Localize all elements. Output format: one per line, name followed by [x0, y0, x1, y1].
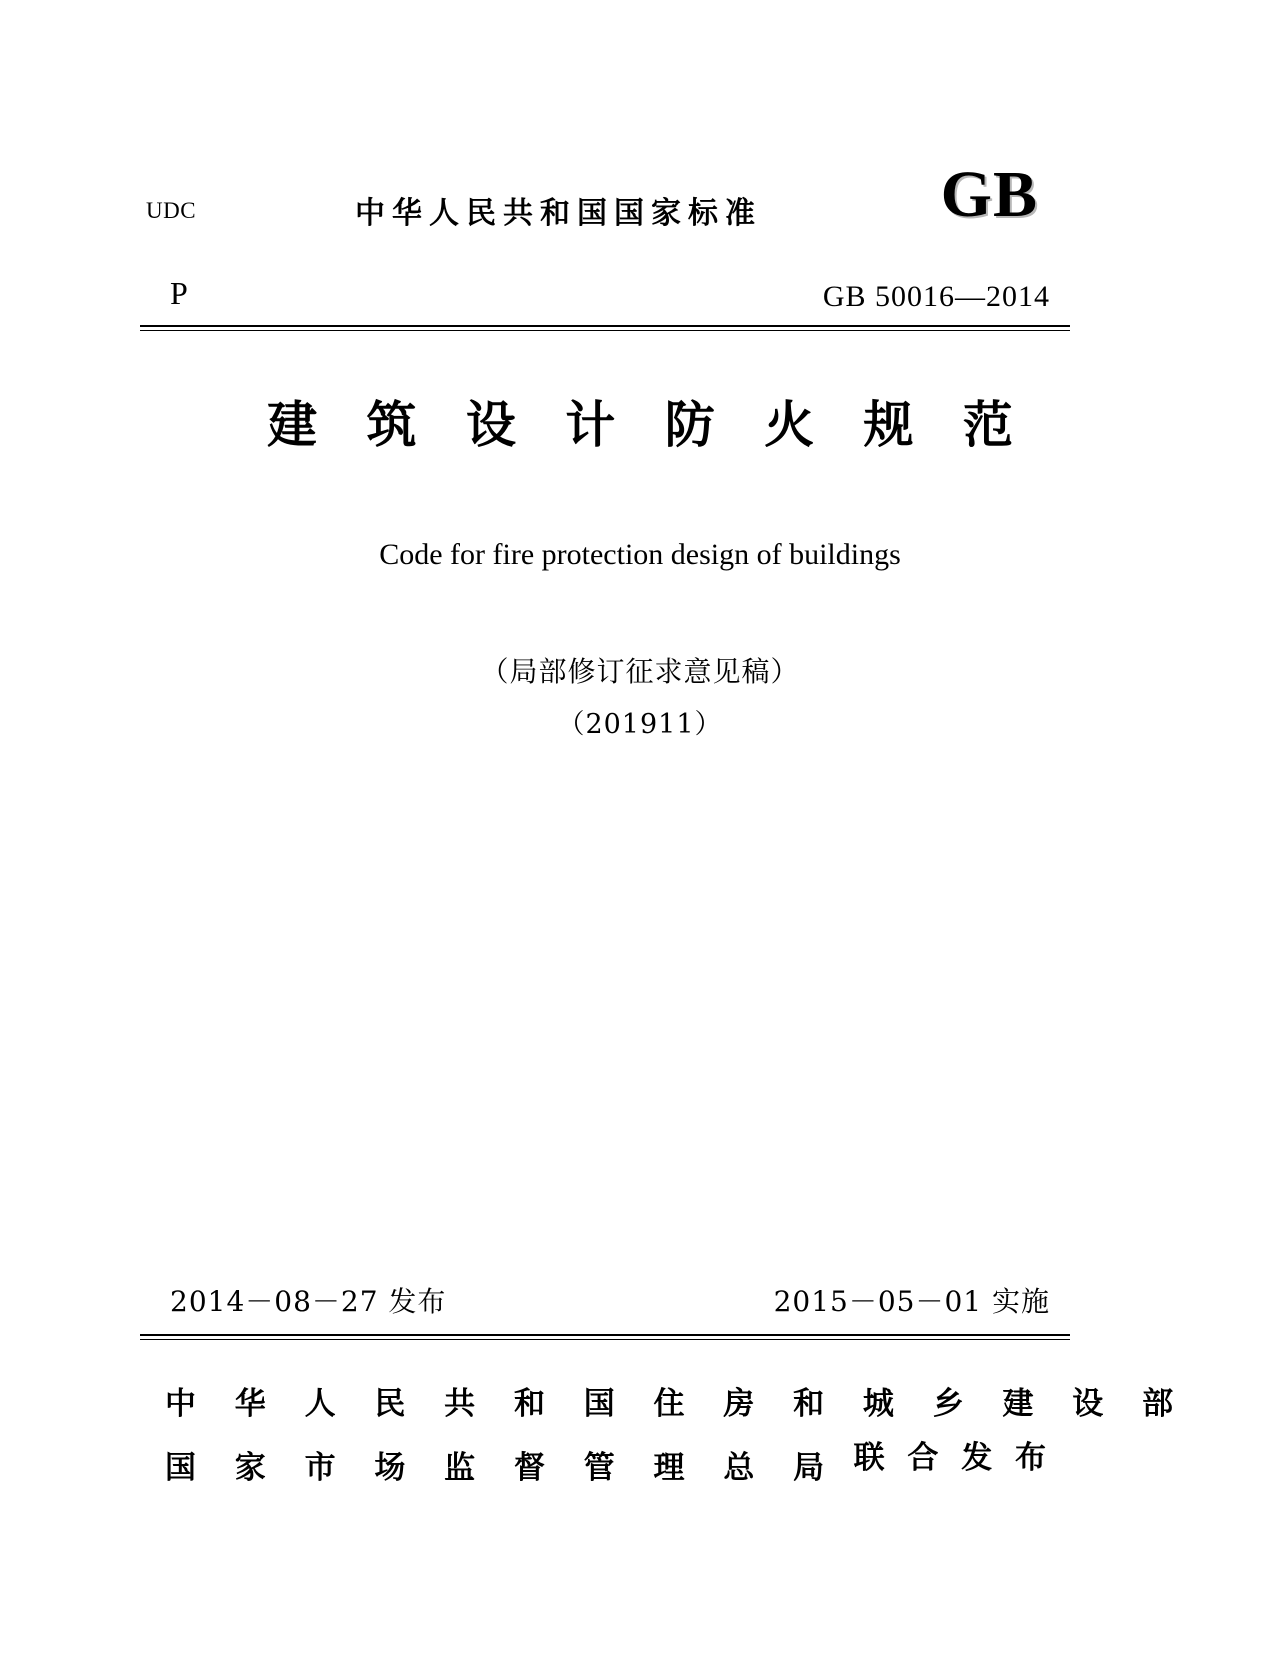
issue-date: 2014－08－27 发布 — [170, 1285, 447, 1318]
revision-date: （201911） — [557, 709, 723, 740]
cover-header — [140, 158, 1070, 330]
classification-mark-p: P — [170, 275, 188, 311]
joint-publish-label: 联 合 发 布 — [853, 1440, 1052, 1476]
standard-number: GB 50016—2014 — [822, 280, 1050, 313]
issuer-market-regulation-administration: 国 家 市 场 监 督 管 理 总 局 — [165, 1450, 839, 1486]
issuing-authorities — [140, 1370, 1188, 1520]
gb-logo: GB — [940, 158, 1038, 231]
revision-note: （局部修订征求意见稿） — [480, 655, 800, 688]
udc-label: UDC — [146, 198, 197, 223]
footer-divider — [140, 1334, 1070, 1340]
effective-date: 2015－05－01 实施 — [773, 1285, 1050, 1318]
header-divider — [140, 325, 1070, 331]
page-subtitle-english: Code for fire protection design of buildings — [379, 538, 901, 571]
issuer-ministry-of-housing: 中 华 人 民 共 和 国 住 房 和 城 乡 建 设 部 — [165, 1386, 1188, 1422]
publication-dates — [140, 1280, 1070, 1326]
national-standard-title: 中华人民共和国国家标准 — [355, 196, 762, 231]
page-title: 建 筑 设 计 防 火 规 范 — [267, 395, 1029, 454]
